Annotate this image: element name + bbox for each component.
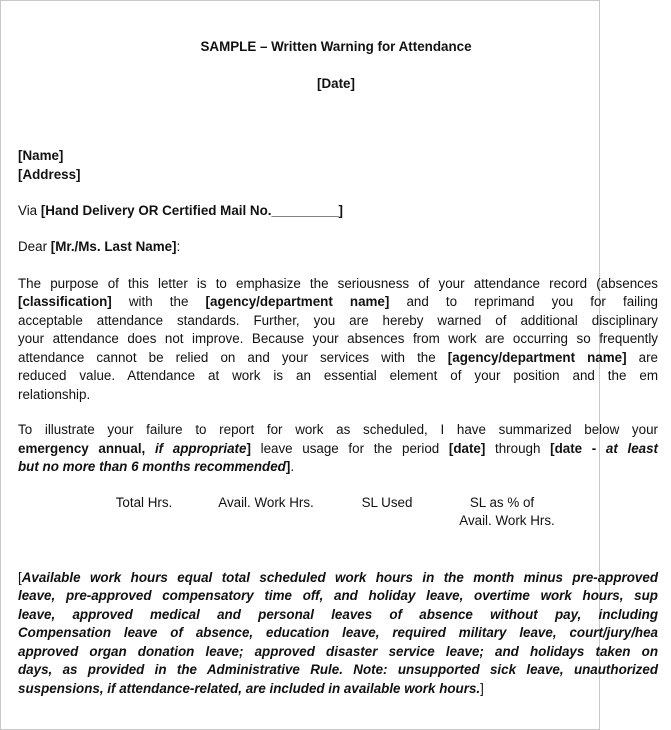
text-segment: but no more than 6 months recommended [18, 459, 286, 474]
text-segment: at least [605, 441, 659, 456]
text-segment: Via [18, 203, 41, 218]
text-segment: To illustrate your failure to report for work as scheduled, I have summarized below your [18, 422, 658, 437]
text-segment: are [626, 350, 658, 365]
text-line [18, 386, 90, 404]
text-segment: [agency/department name] [447, 350, 627, 365]
text-line [18, 238, 180, 256]
text-line [18, 661, 658, 679]
text-segment: Available work hours equal total scheduled work hours in the month minus pre-approved [21, 570, 658, 585]
document-title: SAMPLE – Written Warning for Attendance [200, 39, 472, 54]
text-segment: [Hand Delivery OR Certified Mail No._________] [40, 203, 343, 218]
text-segment: [Address] [18, 167, 81, 182]
text-segment: emergency annual, [18, 441, 155, 456]
text-segment: days, as provided in the Administrative Rule. Note: unsupported sick leave, unauthorized [18, 662, 658, 677]
text-segment: [ [18, 570, 22, 585]
text-line [18, 293, 658, 311]
text-segment: leave, approved medical and personal leaves of absence without pay, including [18, 607, 658, 622]
text-line [18, 367, 658, 385]
text-line [18, 569, 658, 587]
text-segment: relationship. [18, 387, 91, 402]
text-line [18, 440, 658, 458]
text-segment: [date] [448, 441, 486, 456]
text-segment: and to reprimand you for failing [389, 294, 658, 309]
text-segment: Compensation leave of absence, education leave, required military leave, court/jury/hea [18, 625, 658, 640]
text-segment: leave usage for the period [250, 441, 449, 456]
text-line [18, 458, 294, 476]
text-segment: with the [111, 294, 206, 309]
text-line [18, 421, 658, 439]
text-segment: : [176, 239, 181, 254]
text-segment: acceptable attendance standards. Further, you are hereby warned of additional disciplinary [18, 313, 658, 328]
text-line [18, 166, 81, 184]
text-segment: suspensions, if attendance-related, are included in available work hours. [18, 681, 481, 696]
text-segment: reduced value. Attendance at work is an essential element of your position and the em [18, 368, 658, 383]
text-segment: . [290, 459, 295, 474]
text-segment: [Mr./Ms. Last Name] [50, 239, 177, 254]
header-total-hrs: Total Hrs. [115, 495, 173, 510]
text-line [18, 330, 658, 348]
text-segment: if appropriate [154, 441, 247, 456]
text-segment: attendance cannot be relied on and your services with the [18, 350, 448, 365]
text-line [18, 147, 63, 165]
text-segment: ] [480, 681, 484, 696]
text-segment: [classification] [18, 294, 112, 309]
text-segment: your attendance does not improve. Because your absences from work are occurring so frequently [18, 331, 658, 346]
text-line [18, 680, 484, 698]
text-line [18, 587, 658, 605]
text-line [18, 202, 343, 220]
header-avail-work-hrs: Avail. Work Hrs. [218, 495, 314, 510]
text-line [18, 275, 658, 293]
text-line [18, 349, 658, 367]
text-segment: The purpose of this letter is to emphasize the seriousness of your attendance record (absences [18, 276, 658, 291]
text-line [18, 643, 658, 661]
text-segment: through [485, 441, 551, 456]
text-segment: approved organ donation leave; approved disaster service leave; and holidays taken on [18, 644, 658, 659]
text-segment: [date - [550, 441, 606, 456]
text-line [18, 606, 658, 624]
text-segment: [Name] [18, 148, 64, 163]
text-segment: ] [246, 441, 251, 456]
header-sl-pct: SL as % of [469, 495, 535, 510]
header-sl-used: SL Used [361, 495, 413, 510]
header-sl-pct-avail: Avail. Work Hrs. [459, 513, 555, 528]
text-segment: Dear [18, 239, 51, 254]
text-segment: leave, pre-approved compensatory time off, and holiday leave, overtime work hours, sup [18, 588, 658, 603]
text-line [18, 312, 658, 330]
text-line [18, 624, 658, 642]
text-segment: ] [285, 459, 291, 474]
text-segment: [agency/department name] [205, 294, 390, 309]
date-placeholder: [Date] [317, 76, 355, 91]
